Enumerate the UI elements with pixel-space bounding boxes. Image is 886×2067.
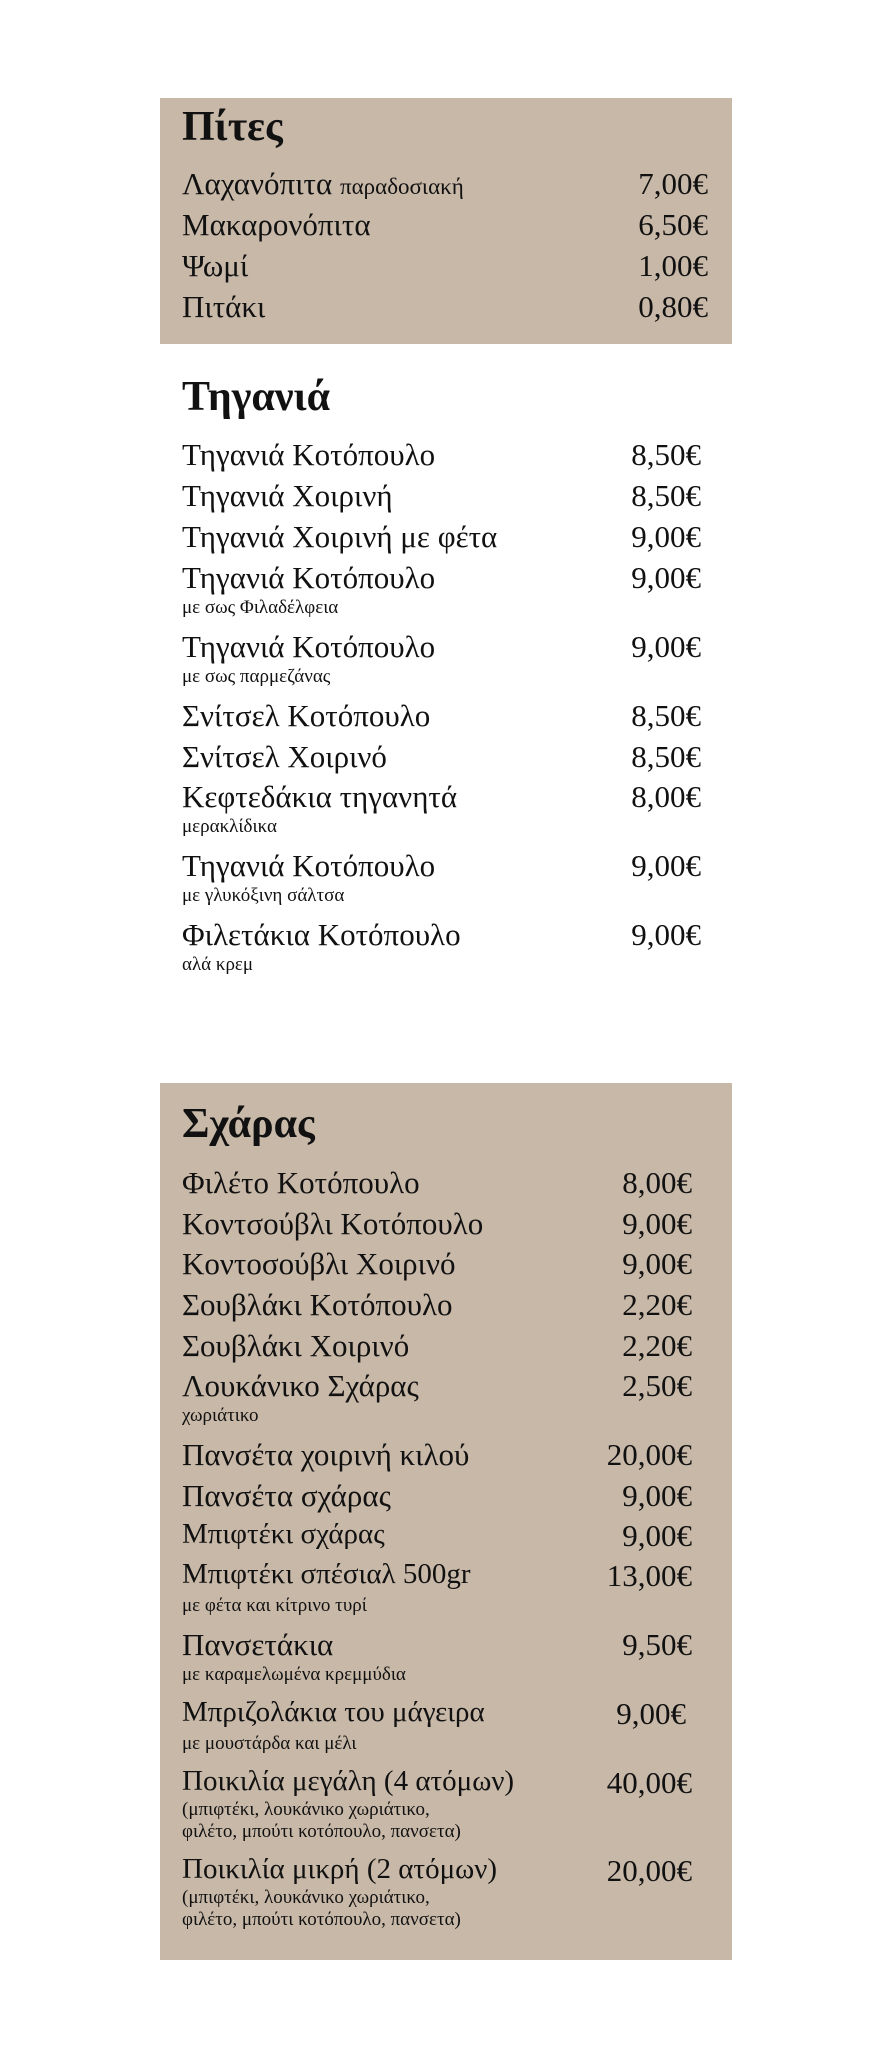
menu-item — [182, 439, 732, 473]
menu-item — [182, 1629, 732, 1689]
item-price: 2,50€ — [622, 1368, 692, 1403]
item-name: Τηγανιά Χοιρινή με φέτα — [182, 519, 498, 554]
section-schara — [160, 1083, 732, 1960]
item-name: Σουβλάκι Κοτόπουλο — [182, 1287, 453, 1322]
item-price: 9,00€ — [622, 1206, 692, 1241]
menu-item — [182, 781, 732, 841]
item-price: 20,00€ — [606, 1437, 692, 1472]
item-name: Πανσετάκια — [182, 1627, 334, 1662]
item-price: 9,00€ — [631, 519, 701, 554]
item-price: 8,50€ — [631, 698, 701, 733]
item-description: (μπιφτέκι, λουκάνικο χωριάτικο, — [182, 1887, 430, 1908]
menu-item — [182, 850, 732, 910]
menu-item — [182, 1167, 732, 1201]
menu-item — [182, 1370, 732, 1430]
item-price: 8,00€ — [622, 1165, 692, 1200]
menu-item — [182, 1520, 732, 1554]
menu-item — [182, 480, 732, 514]
item-name: Λαχανόπιτα παραδοσιακή — [182, 166, 464, 201]
item-price: 0,80€ — [638, 289, 708, 324]
menu-item — [182, 1480, 732, 1514]
menu-item — [182, 631, 732, 691]
item-price: 9,00€ — [622, 1478, 692, 1513]
menu-item — [182, 1767, 732, 1849]
menu-item — [182, 700, 732, 734]
item-description: με φέτα και κίτρινο τυρί — [182, 1595, 367, 1616]
item-price: 9,00€ — [631, 848, 701, 883]
menu-item — [182, 919, 732, 979]
item-name: Πανσέτα σχάρας — [182, 1478, 391, 1513]
item-name: Κεφτεδάκια τηγανητά — [182, 779, 458, 814]
item-name: Φιλέτο Κοτόπουλο — [182, 1165, 420, 1200]
item-description: με γλυκόξινη σάλτσα — [182, 885, 345, 906]
menu-item — [182, 1439, 732, 1473]
item-price: 9,00€ — [631, 629, 701, 664]
item-name: Τηγανιά Κοτόπουλο — [182, 848, 436, 883]
menu-item — [182, 521, 732, 555]
item-description-line2: φιλέτο, μπούτι κοτόπουλο, πανσετα) — [182, 1821, 461, 1842]
item-name: Τηγανιά Κοτόπουλο — [182, 560, 436, 595]
item-name: Τηγανιά Κοτόπουλο — [182, 437, 436, 472]
item-name: Φιλετάκια Κοτόπουλο — [182, 917, 461, 952]
item-price: 20,00€ — [606, 1853, 692, 1888]
item-price: 9,50€ — [622, 1627, 692, 1662]
item-name: Κοντσούβλι Κοτόπουλο — [182, 1206, 484, 1241]
menu-item — [182, 1855, 732, 1937]
item-description: με σως Φιλαδέλφεια — [182, 597, 339, 618]
item-name: Μπριζολάκια του μάγειρα — [182, 1696, 485, 1728]
menu-item — [182, 1248, 732, 1282]
item-price: 6,50€ — [638, 207, 708, 242]
item-name: Πιτάκι — [182, 289, 266, 324]
item-name: Τηγανιά Χοιρινή — [182, 478, 393, 513]
menu-item — [182, 291, 732, 325]
item-price: 8,50€ — [631, 478, 701, 513]
item-name: Μπιφτέκι σπέσιαλ 500gr — [182, 1558, 471, 1590]
item-price: 9,00€ — [631, 917, 701, 952]
section-title-pites: Πίτες — [182, 104, 283, 150]
item-price: 9,00€ — [622, 1246, 692, 1281]
item-price: 2,20€ — [622, 1287, 692, 1322]
menu-item — [182, 1698, 732, 1758]
item-price: 7,00€ — [638, 166, 708, 201]
menu-item — [182, 562, 732, 622]
menu-item — [182, 209, 732, 243]
item-description: αλά κρεμ — [182, 954, 254, 975]
item-description-line2: φιλέτο, μπούτι κοτόπουλο, πανσετα) — [182, 1909, 461, 1930]
item-price: 8,50€ — [631, 437, 701, 472]
menu-item — [182, 1289, 732, 1323]
item-price: 1,00€ — [638, 248, 708, 283]
item-name: Σνίτσελ Χοιρινό — [182, 739, 387, 774]
item-name: Ποικιλία μικρή (2 ατόμων) — [182, 1853, 497, 1885]
section-title-tigania: Τηγανιά — [182, 374, 331, 420]
menu-item — [182, 1208, 732, 1242]
section-pites — [160, 98, 732, 344]
item-price: 2,20€ — [622, 1328, 692, 1363]
item-name: Τηγανιά Κοτόπουλο — [182, 629, 436, 664]
item-price: 8,00€ — [631, 779, 701, 814]
menu-item — [182, 1560, 732, 1620]
section-title-schara: Σχάρας — [182, 1101, 315, 1147]
menu-item — [182, 250, 732, 284]
item-name: Σουβλάκι Χοιρινό — [182, 1328, 410, 1363]
item-description: μερακλίδικα — [182, 816, 277, 837]
item-inline-description: παραδοσιακή — [340, 174, 464, 199]
item-name: Ποικιλία μεγάλη (4 ατόμων) — [182, 1765, 515, 1797]
item-name: Ψωμί — [182, 248, 249, 283]
section-tigania — [160, 370, 732, 990]
item-name: Πανσέτα χοιρινή κιλού — [182, 1437, 470, 1472]
item-name: Σνίτσελ Κοτόπουλο — [182, 698, 431, 733]
menu-item — [182, 168, 732, 202]
item-description: με σως παρμεζάνας — [182, 666, 331, 687]
item-price: 8,50€ — [631, 739, 701, 774]
item-description: (μπιφτέκι, λουκάνικο χωριάτικο, — [182, 1799, 430, 1820]
item-price: 9,00€ — [616, 1696, 686, 1731]
item-description: χωριάτικο — [182, 1405, 259, 1426]
item-name: Μπιφτέκι σχάρας — [182, 1518, 385, 1550]
item-name: Μακαρονόπιτα — [182, 207, 371, 242]
item-description: με καραμελωμένα κρεμμύδια — [182, 1664, 406, 1685]
item-price: 9,00€ — [622, 1518, 692, 1553]
menu-item — [182, 1330, 732, 1364]
item-name: Κοντοσούβλι Χοιρινό — [182, 1246, 456, 1281]
item-price: 9,00€ — [631, 560, 701, 595]
item-price: 13,00€ — [606, 1558, 692, 1593]
item-price: 40,00€ — [606, 1765, 692, 1800]
item-description: με μουστάρδα και μέλι — [182, 1733, 357, 1754]
menu-item — [182, 741, 732, 775]
item-name: Λουκάνικο Σχάρας — [182, 1368, 419, 1403]
